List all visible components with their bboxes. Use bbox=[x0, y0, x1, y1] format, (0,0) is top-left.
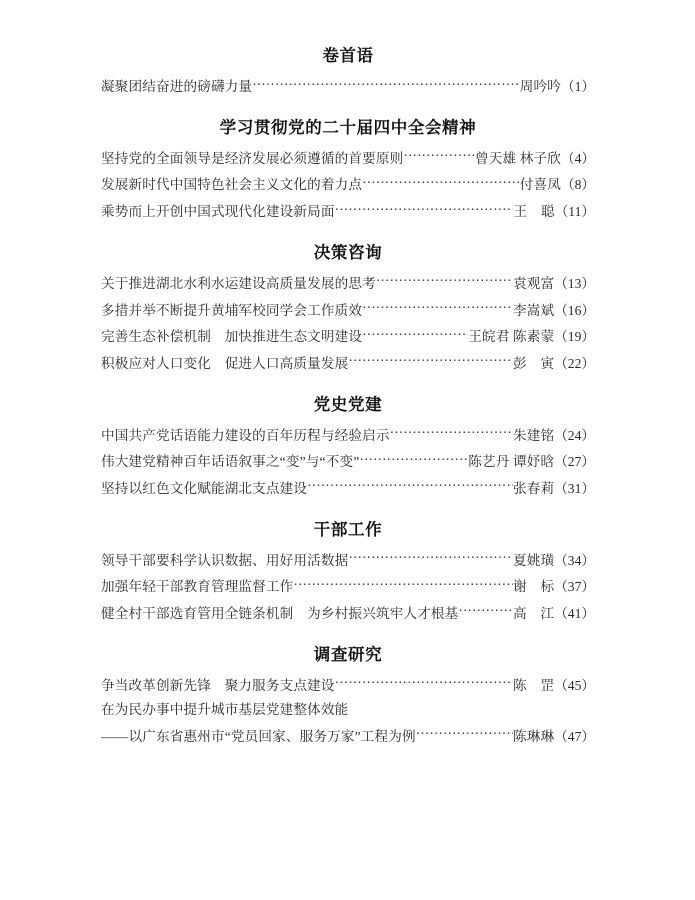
entry-page-number: （1） bbox=[561, 79, 595, 95]
toc-entry[interactable] bbox=[101, 578, 595, 594]
entry-page-number: （13） bbox=[554, 275, 595, 291]
toc-section bbox=[101, 117, 595, 220]
dot-leader bbox=[335, 676, 513, 690]
entry-page-number: （4） bbox=[561, 150, 595, 166]
dot-leader bbox=[403, 149, 475, 163]
entry-author: 王皖君 陈素蒙 bbox=[468, 329, 555, 345]
toc-entry-title-line[interactable]: 在为民办事中提升城市基层党建整体效能 bbox=[101, 701, 349, 717]
entry-page-number: （45） bbox=[554, 677, 595, 693]
entry-title: 凝聚团结奋进的磅礴力量 bbox=[101, 79, 253, 95]
toc-entry[interactable] bbox=[101, 676, 595, 692]
entry-author: 袁观富 bbox=[512, 275, 555, 291]
entry-author: 高 江 bbox=[512, 606, 555, 622]
entry-author: 王 聪 bbox=[513, 204, 555, 220]
toc-section bbox=[101, 644, 595, 744]
toc-entry[interactable] bbox=[101, 274, 595, 290]
entry-author: 李嵩斌 bbox=[512, 302, 555, 318]
entry-title: 加强年轻干部教育管理监督工作 bbox=[101, 579, 294, 595]
entry-author: 曾天雄 林子欣 bbox=[475, 150, 562, 166]
entry-title: 中国共产党话语能力建设的百年历程与经验启示 bbox=[101, 427, 390, 443]
dot-leader bbox=[335, 203, 514, 217]
entry-page-number: （27） bbox=[554, 454, 595, 470]
toc-entry-list bbox=[101, 551, 595, 621]
entry-title: 乘势而上开创中国式现代化建设新局面 bbox=[101, 204, 335, 220]
entry-page-number: （24） bbox=[554, 427, 595, 443]
entry-author: 陈 罡 bbox=[512, 677, 555, 693]
entry-page-number: （47） bbox=[554, 728, 595, 744]
toc-entry[interactable] bbox=[101, 479, 595, 495]
entry-title: 多措并举不断提升黄埔军校同学会工作质效 bbox=[101, 302, 363, 318]
dot-leader bbox=[293, 578, 513, 592]
dot-leader bbox=[348, 551, 513, 565]
entry-title: 关于推进湖北水利水运建设高质量发展的思考 bbox=[101, 275, 376, 291]
dot-leader bbox=[416, 727, 513, 741]
entry-title: 坚持党的全面领导是经济发展必须遵循的首要原则 bbox=[101, 150, 404, 166]
dot-leader bbox=[307, 479, 513, 493]
toc-section bbox=[101, 48, 595, 94]
entry-page-number: （37） bbox=[554, 579, 595, 595]
entry-author: 谢 标 bbox=[512, 579, 555, 595]
entry-page-number: （16） bbox=[554, 302, 595, 318]
dot-leader bbox=[458, 604, 513, 618]
dot-leader bbox=[348, 354, 513, 368]
dot-leader bbox=[390, 426, 513, 440]
toc-section bbox=[101, 519, 595, 622]
toc-entry[interactable] bbox=[101, 453, 595, 469]
dot-leader bbox=[362, 328, 468, 342]
entry-author: 夏姚璜 bbox=[512, 552, 555, 568]
entry-author: 陈艺丹 谭妤晗 bbox=[468, 454, 555, 470]
toc-entry[interactable] bbox=[101, 604, 595, 620]
toc-entry[interactable] bbox=[101, 354, 595, 370]
toc-entry[interactable] bbox=[101, 149, 595, 165]
entry-page-number: （11） bbox=[554, 204, 595, 220]
toc-entry[interactable] bbox=[101, 176, 595, 192]
entry-title: 发展新时代中国特色社会主义文化的着力点 bbox=[101, 177, 363, 193]
entry-title: 积极应对人口变化 促进人口高质量发展 bbox=[101, 355, 349, 371]
toc-entry[interactable] bbox=[101, 426, 595, 442]
entry-page-number: （22） bbox=[554, 355, 595, 371]
dot-leader bbox=[252, 78, 520, 92]
toc-entry-list bbox=[101, 274, 595, 370]
dot-leader bbox=[376, 274, 513, 288]
entry-author: 陈琳琳 bbox=[512, 728, 555, 744]
entry-author: 张春莉 bbox=[512, 480, 555, 496]
toc-entry[interactable] bbox=[101, 78, 595, 94]
entry-author: 朱建铭 bbox=[512, 427, 555, 443]
entry-page-number: （34） bbox=[554, 552, 595, 568]
toc-entry-list bbox=[101, 149, 595, 219]
entry-author: 彭 寅 bbox=[512, 355, 555, 371]
toc-entry[interactable] bbox=[101, 203, 595, 219]
toc-entry[interactable] bbox=[101, 727, 595, 743]
toc-content-area bbox=[101, 48, 595, 743]
entry-title: 健全村干部选育管用全链条机制 为乡村振兴筑牢人才根基 bbox=[101, 606, 459, 622]
entry-page-number: （31） bbox=[554, 480, 595, 496]
entry-author: 付喜凤 bbox=[519, 177, 562, 193]
toc-section bbox=[101, 242, 595, 371]
toc-entry-list bbox=[101, 676, 595, 743]
section-heading: 学习贯彻党的二十届四中全会精神 bbox=[219, 117, 477, 137]
entry-page-number: （19） bbox=[554, 329, 595, 345]
toc-entry-list bbox=[101, 426, 595, 496]
entry-page-number: （41） bbox=[554, 606, 595, 622]
toc-entry[interactable] bbox=[101, 551, 595, 567]
toc-entry[interactable] bbox=[101, 301, 595, 317]
entry-page-number: （8） bbox=[561, 177, 595, 193]
entry-title: 领导干部要科学认识数据、用好用活数据 bbox=[101, 552, 349, 568]
entry-title: 争当改革创新先锋 聚力服务支点建设 bbox=[101, 677, 335, 693]
section-heading: 党史党建 bbox=[313, 394, 383, 414]
dot-leader bbox=[362, 301, 513, 315]
entry-title: 完善生态补偿机制 加快推进生态文明建设 bbox=[101, 329, 363, 345]
toc-section bbox=[101, 394, 595, 496]
entry-title: 坚持以红色文化赋能湖北支点建设 bbox=[101, 480, 308, 496]
dot-leader bbox=[362, 176, 520, 190]
toc-entry[interactable] bbox=[101, 328, 595, 344]
toc-entry-list bbox=[101, 78, 595, 94]
section-heading: 干部工作 bbox=[313, 519, 383, 539]
section-heading: 卷首语 bbox=[322, 46, 374, 65]
entry-title: ——以广东省惠州市“党员回家、服务万家”工程为例 bbox=[101, 728, 416, 744]
entry-title: 伟大建党精神百年话语叙事之“变”与“不变” bbox=[101, 454, 360, 470]
dot-leader bbox=[359, 453, 468, 467]
section-heading: 调查研究 bbox=[313, 644, 383, 664]
entry-author: 周吟吟 bbox=[519, 79, 562, 95]
section-heading: 决策咨询 bbox=[313, 242, 383, 262]
